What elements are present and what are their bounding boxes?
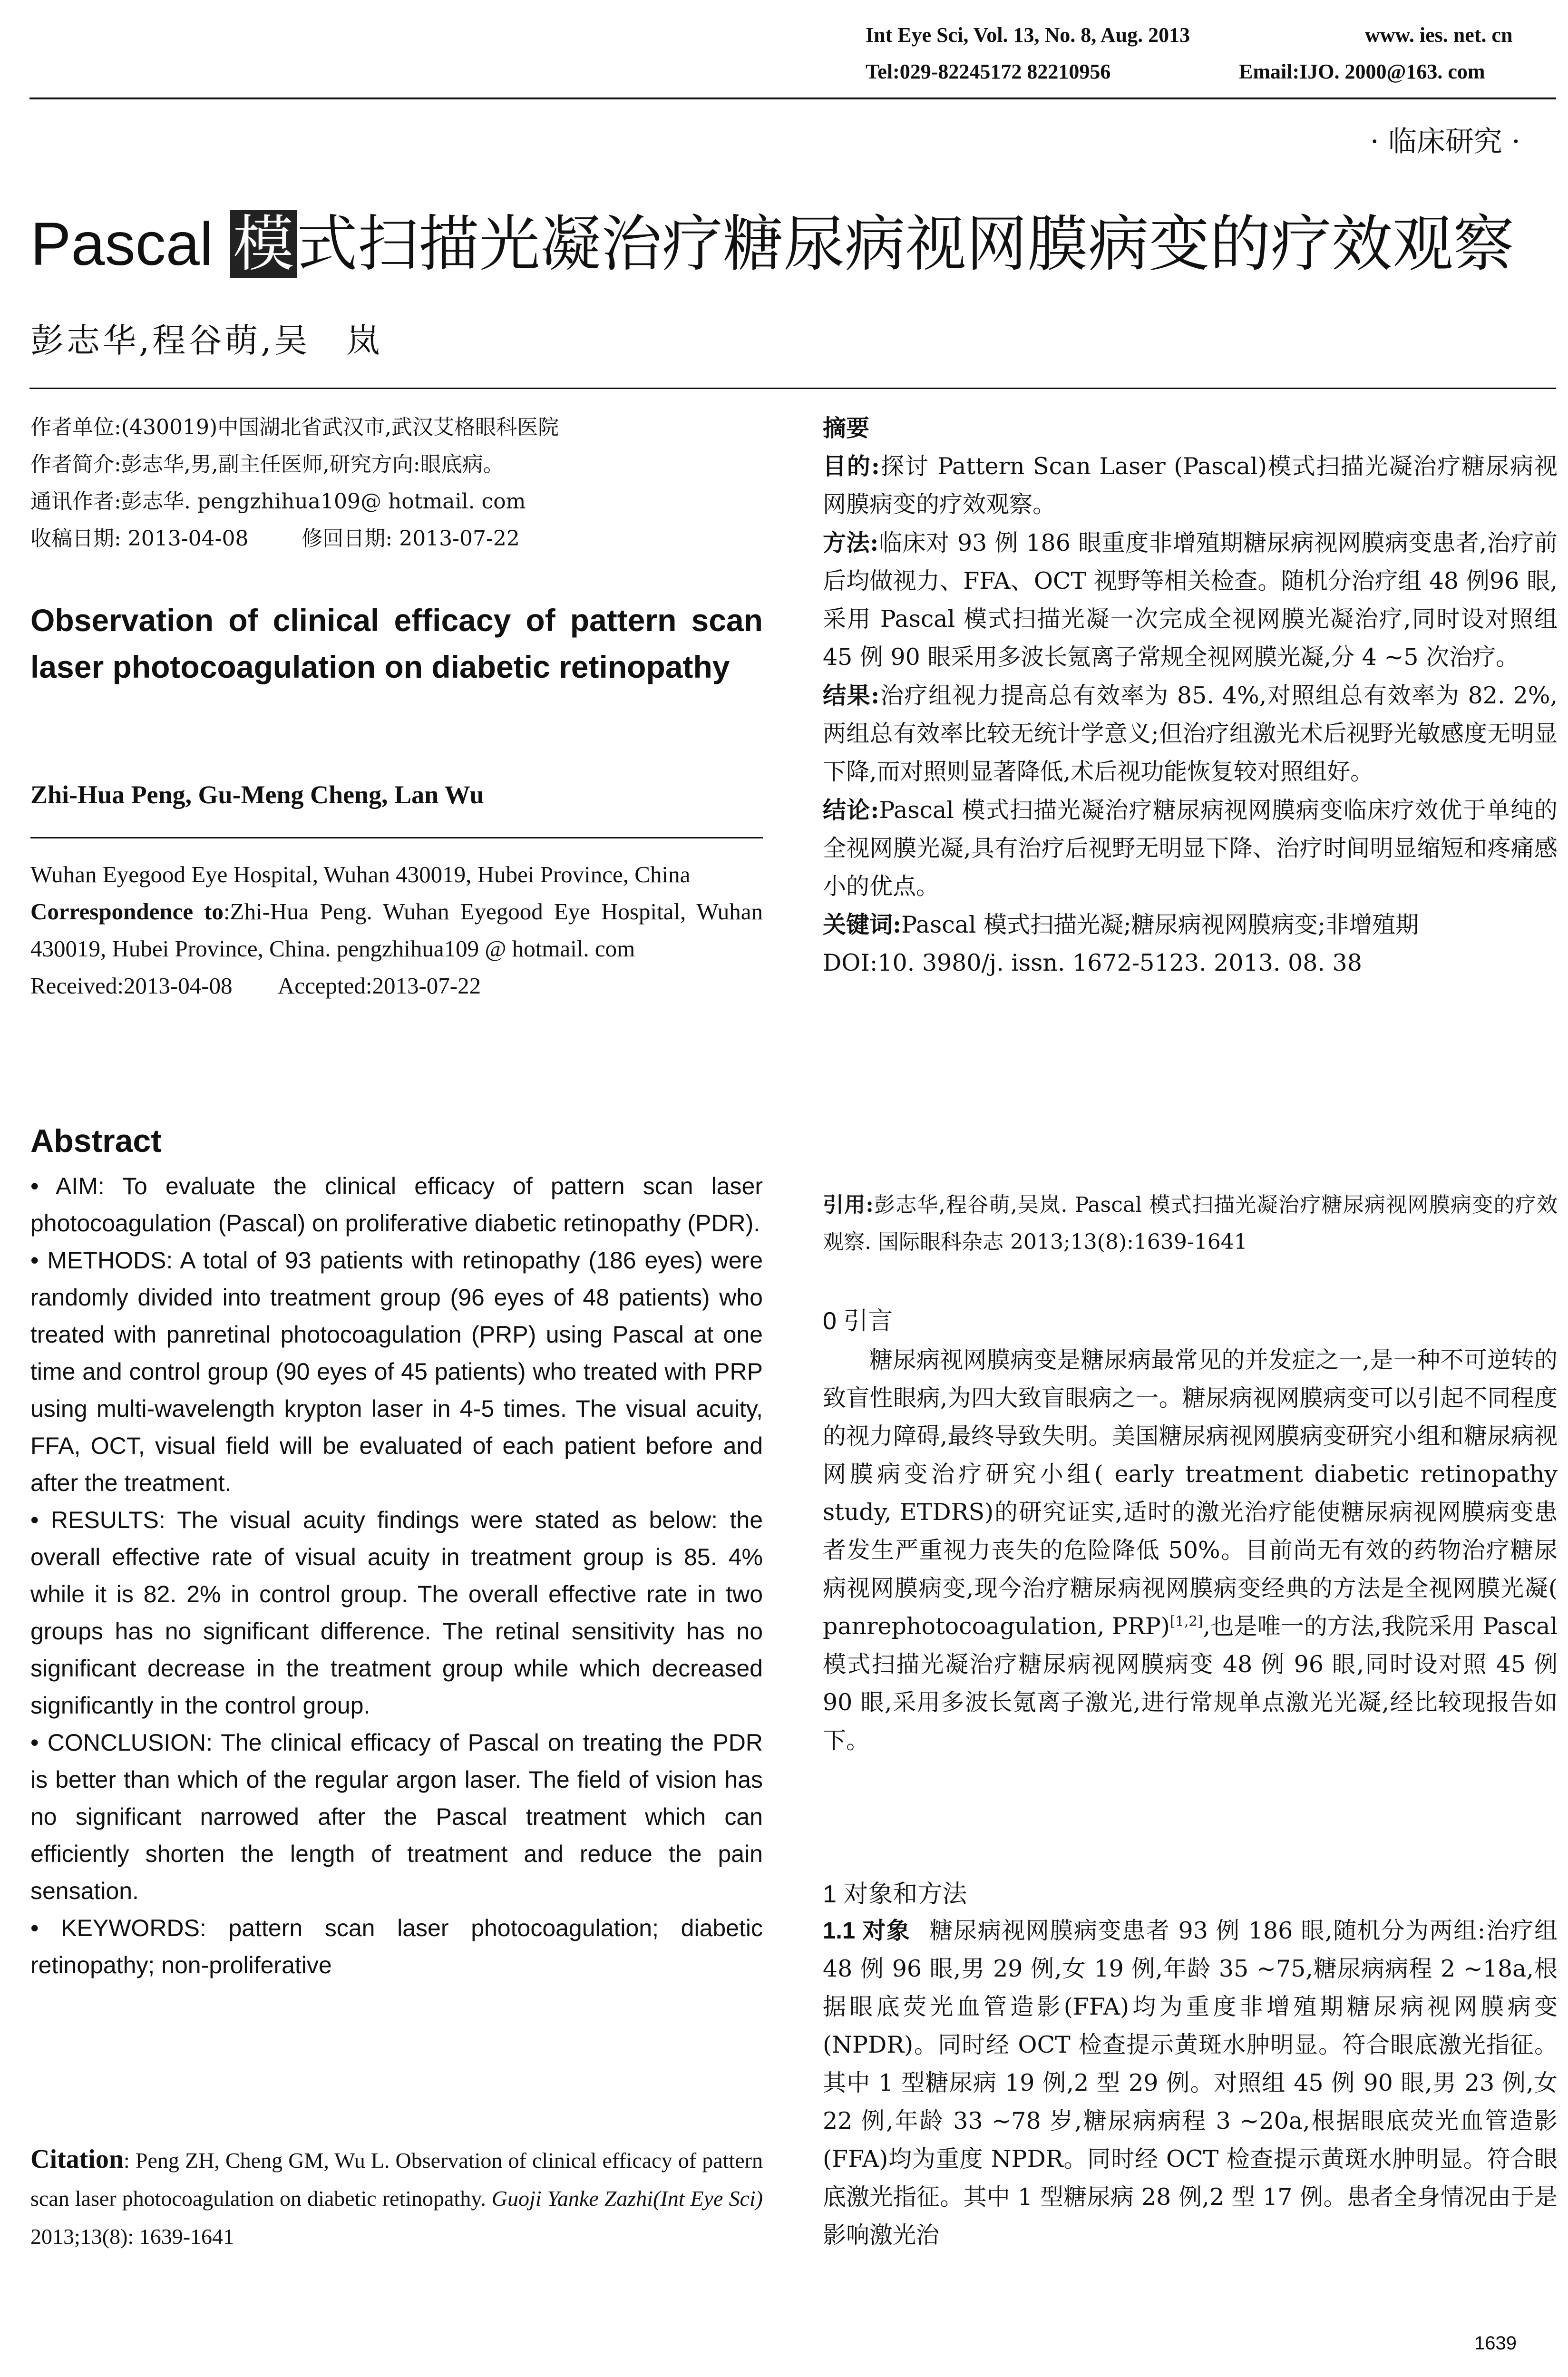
page-number: 1639 (1474, 2333, 1517, 2354)
methods-text (823, 1912, 1558, 2254)
title-highlight: 模 (230, 210, 297, 278)
intro-ref: [1,2] (1169, 1613, 1203, 1629)
zh-aim-text: 探讨 Pattern Scan Laser (Pascal)模式扫描光凝治疗糖尿病视网膜病变的疗效观察。 (823, 453, 1558, 518)
english-title: Observation of clinical efficacy of pattern scan laser photocoagulation on diabetic retinopathy (30, 603, 763, 684)
zh-conclusion (823, 791, 1558, 906)
methods-sub-label: 1.1 对象 (823, 1918, 911, 1944)
correspondence-text: :Zhi-Hua Peng. Wuhan Eyegood Eye Hospital, Wuhan 430019, Hubei Province, China. pengzhihua109 @ hotmail. com (30, 898, 763, 962)
citation-tail: 2013;13(8): 1639-1641 (30, 2224, 234, 2249)
corresponding-author: 通讯作者:彭志华. pengzhihua109@ hotmail. com (30, 489, 526, 514)
abstract-body (30, 1168, 763, 1984)
zh-aim (823, 447, 1558, 524)
abstract-conclusion: • CONCLUSION: The clinical efficacy of Pascal on treating the PDR is better than which of the regular argon laser. The field of vision has no significant narrowed after the Pascal treatment which can efficiently shorten the length of treatment and reduce the pain sensation. (30, 1729, 763, 1904)
intro-p1-tail: ,也是唯一的方法,我院采用 Pascal 模式扫描光凝治疗糖尿病视网膜病变 48 例 96 眼,同时设对照 45 例 90 眼,采用多波长氪离子激光,进行常规单点激光光凝,经比较现报告如下。 (823, 1613, 1558, 1754)
zh-results-text: 治疗组视力提高总有效率为 85. 4%,对照组总有效率为 82. 2%,两组总有效率比较无统计学意义;但治疗组激光术后视野光敏感度无明显下降,而对照则显著降低,术后视功能恢复较对照组好。 (823, 682, 1558, 785)
citation-label: Citation (30, 2144, 124, 2174)
zh-methods (823, 524, 1558, 676)
zh-keywords-label: 关键词: (823, 911, 902, 938)
author-bio: 作者简介:彭志华,男,副主任医师,研究方向:眼底病。 (30, 452, 504, 477)
title-rest: 式扫描光凝治疗糖尿病视网膜病变的疗效观察 (296, 210, 1514, 278)
title-prefix: Pascal (30, 210, 214, 278)
zh-aim-label: 目的: (823, 452, 880, 480)
journal-info: Int Eye Sci, Vol. 13, No. 8, Aug. 2013 (866, 23, 1190, 47)
authors-cn: 彭志华,程谷萌,吴 岚 (30, 321, 383, 360)
zh-keywords (823, 906, 1558, 944)
intro-text (823, 1341, 1558, 1760)
zh-results-label: 结果: (823, 682, 880, 709)
citation-cn (823, 1187, 1558, 1261)
chinese-abstract (823, 409, 1558, 982)
author-unit: 作者单位:(430019)中国湖北省武汉市,武汉艾格眼科医院 (30, 415, 559, 439)
page-title (30, 195, 1514, 283)
dates-cn: 收稿日期: 2013-04-08 修回日期: 2013-07-22 (30, 526, 520, 551)
correspondence-label: Correspondence to (30, 898, 224, 925)
zh-abstract-heading: 摘要 (823, 414, 870, 442)
zh-results (823, 676, 1558, 791)
citation-cn-label: 引用: (823, 1193, 874, 1217)
citation-text: : Peng ZH, Cheng GM, Wu L. Observation of clinical efficacy of pattern scan laser photocoagulation on diabetic retinopathy. (30, 2148, 763, 2211)
zh-conclusion-label: 结论: (823, 796, 879, 824)
journal-email: Email:IJO. 2000@163. com (1239, 60, 1485, 83)
citation-en (30, 2140, 763, 2256)
abstract-aim: • AIM: To evaluate the clinical efficacy of pattern scan laser photocoagulation (Pascal) on proliferative diabetic retinopathy (PDR). (30, 1173, 763, 1237)
authors-rule (30, 837, 763, 838)
methods-heading: 1 对象和方法 (823, 1880, 967, 1908)
correspondence (30, 893, 763, 967)
journal-tel: Tel:029-82245172 82210956 (866, 60, 1111, 83)
zh-methods-label: 方法: (823, 529, 879, 556)
citation-journal: Guoji Yanke Zazhi(Int Eye Sci) (491, 2186, 763, 2211)
english-authors: Zhi-Hua Peng, Gu-Meng Cheng, Lan Wu (30, 780, 484, 809)
header-rule (29, 97, 1556, 99)
intro-heading: 0 引言 (823, 1307, 893, 1335)
journal-website: www. ies. net. cn (1365, 23, 1513, 47)
zh-keywords-text: Pascal 模式扫描光凝;糖尿病视网膜病变;非增殖期 (901, 911, 1419, 938)
author-info (30, 409, 763, 557)
abstract-keywords: • KEYWORDS: pattern scan laser photocoagulation; diabetic retinopathy; non-proliferative (30, 1915, 763, 1978)
affiliation: Wuhan Eyegood Eye Hospital, Wuhan 430019, Hubei Province, China (30, 861, 691, 887)
abstract-heading: Abstract (30, 1123, 162, 1159)
citation-cn-text: 彭志华,程谷萌,吴岚. Pascal 模式扫描光凝治疗糖尿病视网膜病变的疗效观察. 国际眼科杂志 2013;13(8):1639-1641 (823, 1193, 1558, 1254)
intro-p1: 糖尿病视网膜病变是糖尿病最常见的并发症之一,是一种不可逆转的致盲性眼病,为四大致盲眼病之一。糖尿病视网膜病变可以引起不同程度的视力障碍,最终导致失明。美国糖尿病视网膜病变研究小组和糖尿病视网膜病变治疗研究小组( early treatment diabetic retinopathy study, ETDRS)的研究证实,适时的激光治疗能使糖尿病视网膜病变患者发生严重视力丧失的危险降低 50%。目前尚无有效的药物治疗糖尿病视网膜病变,现今治疗糖尿病视网膜病变经典的方法是全视网膜光凝( panrephotocoagulation, PRP) (823, 1346, 1558, 1640)
affiliation-block (30, 856, 763, 1004)
zh-doi: DOI:10. 3980/j. issn. 1672-5123. 2013. 08. 38 (823, 949, 1362, 976)
title-rule (29, 388, 1556, 389)
abstract-methods: • METHODS: A total of 93 patients with retinopathy (186 eyes) were randomly divided into treatment group (96 eyes of 48 patients) who treated with panretinal photocoagulation (PRP) using Pascal at one time and control group (90 eyes of 45 patients) who treated with PRP using multi-wavelength krypton laser in 4-5 times. The visual acuity, FFA, OCT, visual field will be evaluated of each patient before and after the treatment. (30, 1247, 763, 1496)
abstract-results: • RESULTS: The visual acuity findings were stated as below: the overall effective rate of visual acuity in treatment group is 85. 4% while it is 82. 2% in control group. The overall effective rate in two groups has no significant difference. The retinal sensitivity has no significant decrease in the treatment group while which decreased significantly in the control group. (30, 1507, 763, 1719)
section-label: · 临床研究 · (1370, 125, 1520, 158)
zh-methods-text: 临床对 93 例 186 眼重度非增殖期糖尿病视网膜病变患者,治疗前后均做视力、FFA、OCT 视野等相关检查。随机分治疗组 48 例96 眼,采用 Pascal 模式扫描光凝一次完成全视网膜光凝治疗,同时设对照组 45 例 90 眼采用多波长氪离子常规全视网膜光凝,分 4 ~5 次治疗。 (823, 529, 1558, 671)
received-dates: Received:2013-04-08 Accepted:2013-07-22 (30, 973, 481, 999)
zh-conclusion-text: Pascal 模式扫描光凝治疗糖尿病视网膜病变临床疗效优于单纯的全视网膜光凝,具有治疗后视野无明显下降、治疗时间明显缩短和疼痛感小的优点。 (823, 797, 1558, 900)
methods-sub-text: 糖尿病视网膜病变患者 93 例 186 眼,随机分为两组:治疗组 48 例 96 眼,男 29 例,女 19 例,年龄 35 ~75,糖尿病病程 2 ~18a,根据眼底荧光血管造影(FFA)均为重度非增殖期糖尿病视网膜病变(NPDR)。同时经 OCT 检查提示黄斑水肿明显。符合眼底激光指征。其中 1 型糖尿病 19 例,2 型 29 例。对照组 45 例 90 眼,男 23 例,女 22 例,年龄 33 ~78 岁,糖尿病病程 3 ~20a,根据眼底荧光血管造影(FFA)均为重度 NPDR。同时经 OCT 检查提示黄斑水肿明显。符合眼底激光指征。其中 1 型糖尿病 28 例,2 型 17 例。患者全身情况由于是影响激光治 (823, 1917, 1558, 2249)
